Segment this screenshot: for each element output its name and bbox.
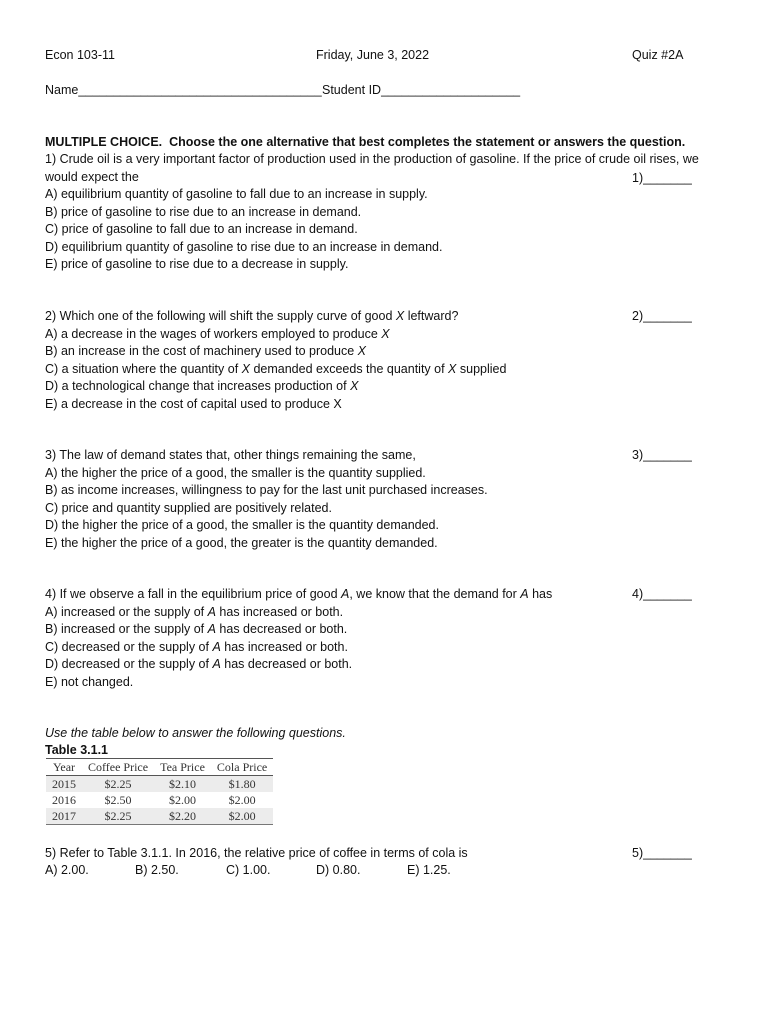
instructions-heading: MULTIPLE CHOICE. — [45, 135, 163, 149]
question-4-option-b[interactable]: B) increased or the supply of A has decreased or both. — [45, 622, 348, 636]
question-1-stem-line-1: 1) Crude oil is a very important factor of production used in the production of gasoline. If the price of crude oil rises, we — [45, 152, 699, 166]
table-title: Table 3.1.1 — [45, 743, 108, 757]
course-code: Econ 103-11 — [45, 48, 115, 62]
answer-blank-1[interactable]: 1)_______ — [632, 171, 692, 185]
question-2 — [45, 308, 725, 413]
question-5-option-b[interactable]: B) 2.50. — [135, 863, 179, 877]
table-cell: $2.10 — [154, 776, 211, 793]
table-cell: $2.00 — [228, 793, 256, 807]
table-row — [46, 776, 273, 793]
price-table — [46, 758, 273, 825]
question-1-option-c[interactable]: C) price of gasoline to fall due to an increase in demand. — [45, 222, 358, 236]
table-cell: $2.25 — [82, 776, 154, 793]
table-cell: $1.80 — [211, 776, 273, 793]
question-1-option-a[interactable]: A) equilibrium quantity of gasoline to fall due to an increase in supply. — [45, 187, 428, 201]
table-row — [46, 792, 273, 808]
answer-blank-4[interactable]: 4)_______ — [632, 587, 692, 601]
answer-blank-5[interactable]: 5)_______ — [632, 846, 692, 860]
question-1-option-b[interactable]: B) price of gasoline to rise due to an increase in demand. — [45, 204, 362, 219]
name-field[interactable]: Name___________________________________ — [45, 83, 322, 97]
question-3-option-d[interactable]: D) the higher the price of a good, the smaller is the quantity demanded. — [45, 518, 439, 532]
table-intro: Use the table below to answer the following questions. — [45, 726, 346, 740]
question-4-stem: 4) If we observe a fall in the equilibrium price of good A, we know that the demand for A has — [45, 587, 553, 601]
answer-blank-3[interactable]: 3)_______ — [632, 448, 692, 462]
question-3-option-e[interactable]: E) the higher the price of a good, the greater is the quantity demanded. — [45, 535, 438, 550]
header-year: Year — [46, 759, 82, 776]
question-3-option-c[interactable]: C) price and quantity supplied are positively related. — [45, 500, 332, 515]
question-4-option-c[interactable]: C) decreased or the supply of A has increased or both. — [45, 639, 348, 654]
quiz-date: Friday, June 3, 2022 — [316, 48, 430, 62]
question-2-option-c[interactable]: C) a situation where the quantity of X demanded exceeds the quantity of X supplied — [45, 361, 507, 376]
question-2-stem: 2) Which one of the following will shift the supply curve of good X leftward? — [45, 309, 459, 323]
answer-blank-2[interactable]: 2)_______ — [632, 309, 692, 323]
question-1-option-e[interactable]: E) price of gasoline to rise due to a decrease in supply. — [45, 257, 349, 271]
instructions-text: Choose the one alternative that best completes the statement or answers the question. — [169, 135, 686, 149]
header-cola-price: Cola Price — [211, 759, 273, 776]
table-cell: 2015 — [46, 776, 82, 793]
table-cell: $2.50 — [104, 793, 132, 807]
student-id-field[interactable]: Student ID____________________ — [322, 83, 521, 97]
table-header-row — [46, 759, 273, 776]
table-cell: 2016 — [52, 793, 76, 807]
table-cell: $2.00 — [169, 793, 196, 807]
question-2-option-d[interactable]: D) a technological change that increases production of X — [45, 379, 359, 393]
question-5-option-e[interactable]: E) 1.25. — [407, 863, 451, 877]
question-2-option-e[interactable]: E) a decrease in the cost of capital used to produce X — [45, 396, 342, 411]
table-cell: $2.25 — [82, 808, 154, 825]
question-2-option-a[interactable]: A) a decrease in the wages of workers employed to produce X — [45, 326, 390, 341]
instructions — [45, 134, 685, 152]
question-5-option-c[interactable]: C) 1.00. — [226, 863, 271, 877]
question-1-stem-line-2: would expect the — [45, 169, 139, 184]
question-5-option-d[interactable]: D) 0.80. — [316, 863, 361, 877]
question-3-option-a[interactable]: A) the higher the price of a good, the smaller is the quantity supplied. — [45, 465, 426, 480]
quiz-number: Quiz #2A — [632, 48, 684, 62]
question-5-options — [45, 862, 465, 880]
question-4-option-e[interactable]: E) not changed. — [45, 674, 134, 689]
question-3-stem: 3) The law of demand states that, other things remaining the same, — [45, 448, 416, 462]
question-1-option-d[interactable]: D) equilibrium quantity of gasoline to rise due to an increase in demand. — [45, 239, 443, 254]
question-1 — [45, 151, 725, 274]
question-3-option-b[interactable]: B) as income increases, willingness to pay for the last unit purchased increases. — [45, 483, 488, 497]
table-cell: 2017 — [46, 808, 82, 825]
header-coffee-price: Coffee Price — [82, 759, 154, 776]
header-tea-price: Tea Price — [154, 759, 211, 776]
question-4-option-d[interactable]: D) decreased or the supply of A has decreased or both. — [45, 657, 353, 671]
table-cell: $2.20 — [154, 808, 211, 825]
question-5-stem: 5) Refer to Table 3.1.1. In 2016, the relative price of coffee in terms of cola is — [45, 846, 468, 860]
table-row — [46, 808, 273, 825]
question-4 — [45, 586, 725, 691]
question-2-option-b[interactable]: B) an increase in the cost of machinery used to produce X — [45, 344, 367, 358]
question-3 — [45, 447, 725, 552]
table-cell: $2.00 — [211, 808, 273, 825]
question-4-option-a[interactable]: A) increased or the supply of A has increased or both. — [45, 604, 344, 619]
question-5-option-a[interactable]: A) 2.00. — [45, 863, 89, 877]
